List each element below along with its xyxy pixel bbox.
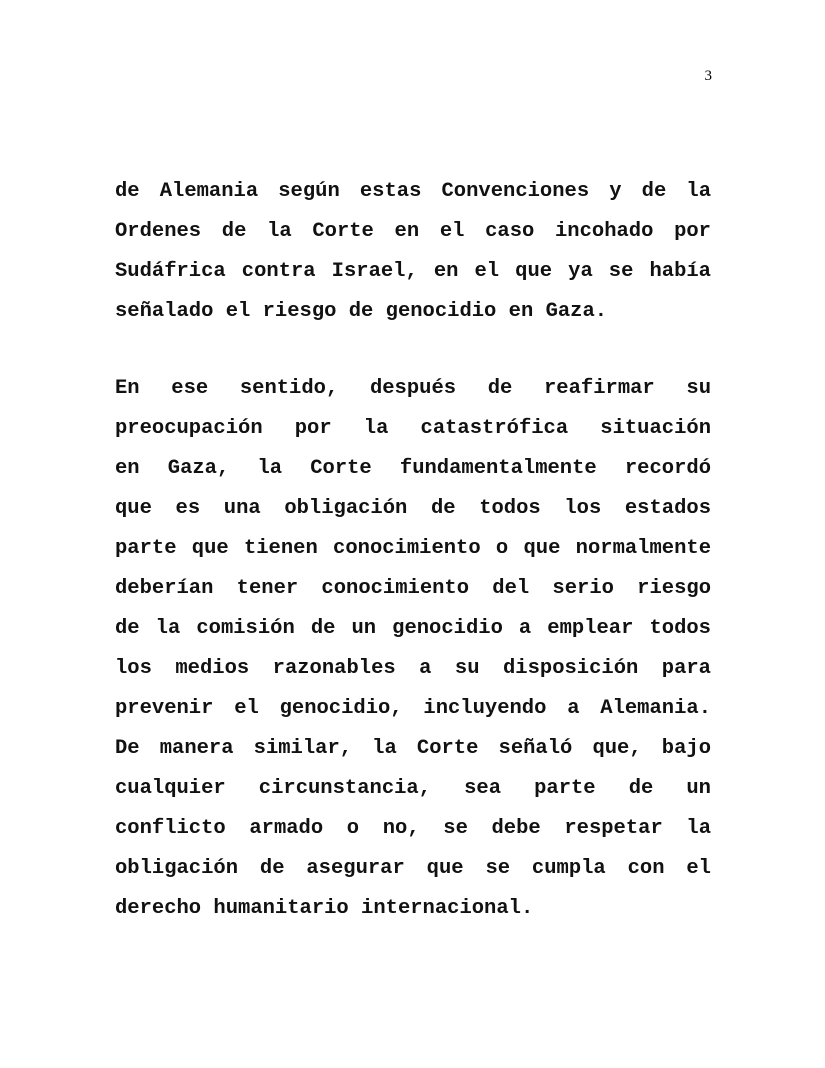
paragraph-2 xyxy=(115,369,711,929)
text-line: obligación de asegurar que se cumpla con el xyxy=(115,857,711,880)
text-line: de la comisión de un genocidio a emplear todos xyxy=(115,617,711,640)
text-line: cualquier circunstancia, sea parte de un xyxy=(115,777,711,800)
text-line: parte que tienen conocimiento o que normalmente xyxy=(115,537,711,560)
text-line: deberían tener conocimiento del serio riesgo xyxy=(115,577,711,600)
text-line: derecho humanitario internacional. xyxy=(115,897,534,920)
text-line: en Gaza, la Corte fundamentalmente recordó xyxy=(115,457,711,480)
text-line: de Alemania según estas Convenciones y de la xyxy=(115,180,711,203)
page-number: 3 xyxy=(704,68,712,84)
text-line: prevenir el genocidio, incluyendo a Alemania. xyxy=(115,697,711,720)
text-line: En ese sentido, después de reafirmar su xyxy=(115,377,711,400)
text-line: señalado el riesgo de genocidio en Gaza. xyxy=(115,300,608,323)
text-line: preocupación por la catastrófica situación xyxy=(115,417,711,440)
text-line: que es una obligación de todos los estados xyxy=(115,497,711,520)
text-line: los medios razonables a su disposición para xyxy=(115,657,711,680)
text-line: Sudáfrica contra Israel, en el que ya se había xyxy=(115,260,711,283)
text-line: Ordenes de la Corte en el caso incohado por xyxy=(115,220,711,243)
text-line: conflicto armado o no, se debe respetar la xyxy=(115,817,711,840)
paragraph-1 xyxy=(115,172,711,332)
text-line: De manera similar, la Corte señaló que, bajo xyxy=(115,737,711,760)
